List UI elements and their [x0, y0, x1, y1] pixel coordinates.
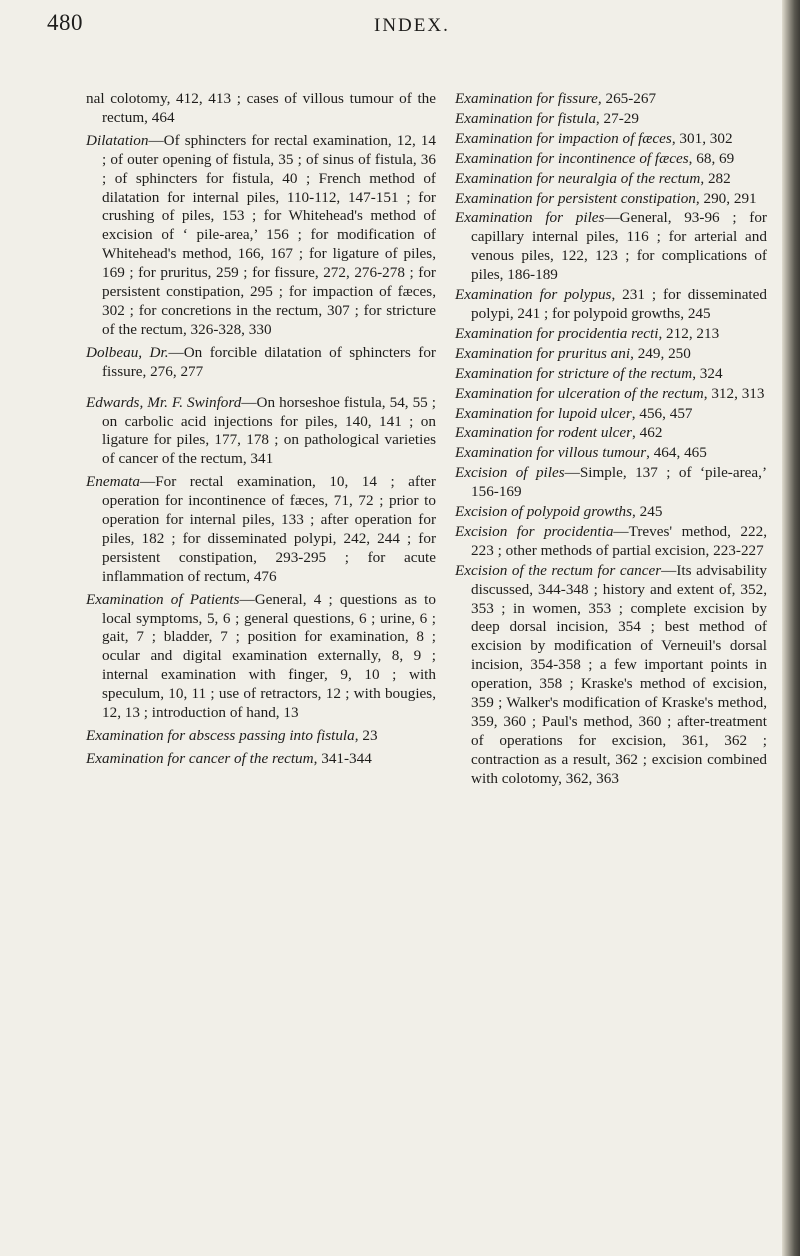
index-entry: [455, 523, 767, 561]
entry-heading: Dolbeau, Dr.: [86, 343, 169, 361]
index-entry: [86, 473, 436, 586]
entry-heading: Examination for polypus: [455, 286, 612, 304]
index-entry: [455, 150, 767, 169]
index-entry: [86, 132, 436, 340]
index-entry: [455, 286, 767, 324]
index-entry: [455, 385, 767, 404]
index-entry: [455, 365, 767, 384]
entry-text: , 282: [700, 169, 731, 187]
entry-heading: Enemata: [86, 473, 140, 491]
index-entry: [455, 345, 767, 364]
index-entry: [86, 90, 436, 128]
entry-text: —For rectal examination, 10, 14 ; after operation for incontinence of fæces, 71, 72 ; prior to operation for internal piles, 133 ; after operation for piles, 182 ; for disseminated polypi, 242, 244 ; for persistent constipation, 293-295 ; for acute inflammation of rectum, 476: [102, 473, 436, 585]
entry-heading: Excision of piles: [455, 464, 565, 482]
index-entry: [86, 591, 436, 723]
entry-heading: Examination for ulceration of the rectum: [455, 384, 704, 402]
entry-text: —General, 4 ; questions as to local symptoms, 5, 6 ; general questions, 6 ; urine, 6 ; gait, 7 ; bladder, 7 ; position for examination, 8 ; ocular and digital examination externally, 8, 9 ; internal examination with finger, 9, 10 ; with speculum, 10, 11 ; use of retractors, 12 ; with bougies, 12, 13 ; introduction of hand, 13: [102, 590, 436, 722]
entry-text: , 324: [692, 364, 723, 382]
index-entry: [455, 562, 767, 789]
entry-heading: Examination for villous tumour: [455, 444, 647, 462]
entry-heading: Examination for incontinence of fæces: [455, 149, 689, 167]
index-entry: [455, 444, 767, 463]
index-entry: [455, 130, 767, 149]
index-entry: [455, 325, 767, 344]
entry-text: , 245: [632, 503, 663, 521]
index-entry: [455, 424, 767, 443]
entry-text: , 249, 250: [630, 344, 691, 362]
entry-heading: Examination for lupoid ulcer: [455, 404, 632, 422]
entry-text: —Of sphincters for rectal examination, 12, 14 ; of outer opening of fistula, 35 ; of sinus of fistula, 36 ; of sphincters for fistula, 40 ; French method of dilatation for internal piles, 110-112, 147-151 ; for crushing of piles, 153 ; for Whitehead's method of excision of ‘ pile-area,’ 156 ; for modification of Whitehead's method, 166, 167 ; for ligature of piles, 169 ; for pruritus, 259 ; for fissure, 272, 276-278 ; for persistent constipation, 295 ; for impaction of fæces, 302 ; for concretions in the rectum, 307 ; for stricture of the rectum, 326-328, 330: [102, 131, 436, 338]
entry-text: , 464, 465: [646, 444, 707, 462]
entry-heading: Examination for fistula: [455, 109, 596, 127]
running-head: INDEX.: [374, 15, 450, 36]
entry-heading: Examination for impaction of fæces: [455, 129, 672, 147]
entry-heading: Examination of Patients: [86, 590, 240, 608]
index-entry: [86, 394, 436, 470]
entry-text: , 265-267: [597, 90, 657, 107]
entry-text: , 290, 291: [695, 189, 757, 207]
index-entry: [455, 90, 767, 109]
entry-text: —Treves' method, 222, 223 ; other methods of partial excision, 223-227: [471, 522, 767, 559]
entry-heading: Examination for persistent constipation: [455, 189, 696, 207]
entry-heading: Examination for procidentia recti: [455, 324, 659, 342]
index-entry: [455, 405, 767, 424]
entry-heading: Excision of the rectum for cancer: [455, 561, 662, 579]
entry-text: , 27-29: [595, 109, 639, 127]
entry-text: —On horseshoe fistula, 54, 55 ; on carbolic acid injections for piles, 140, 141 ; on ligature for piles, 177, 178 ; on pathological varieties of cancer of the rectum, 341: [102, 393, 436, 468]
entry-text: , 301, 302: [671, 129, 733, 147]
entry-heading: Excision of polypoid growths: [455, 503, 633, 521]
entry-heading: Examination for neuralgia of the rectum: [455, 169, 701, 187]
entry-text: , 23: [354, 727, 378, 744]
index-entry: [86, 727, 436, 746]
page-binding-edge: [782, 0, 800, 1256]
entry-text: —General, 93-96 ; for capillary internal piles, 116 ; for arterial and venous piles, 122, 123 ; for complications of piles, 186-189: [471, 209, 767, 284]
entry-heading: Examination for piles: [455, 209, 605, 227]
entry-text: , 456, 457: [631, 404, 693, 422]
entry-text: , 462: [632, 424, 663, 442]
entry-heading: Examination for stricture of the rectum: [455, 364, 693, 382]
index-entry: [455, 110, 767, 129]
entry-text: —Its advisability discussed, 344-348 ; history and extent of, 352, 353 ; in women, 353 ; complete excision by deep dorsal incision, 354 ; best method of excision by modification of Verneuil's dorsal incision, 354-358 ; a few important points in operation, 358 ; Kraske's method of excision, 359 ; Walker's modification of Kraske's method, 359, 360 ; Paul's method, 360 ; after-treatment of operations for excision, 361, 362 ; contraction as a result, 362 ; excision combined with colotomy, 362, 363: [471, 561, 767, 787]
index-entry: [455, 209, 767, 285]
entry-heading: Edwards, Mr. F. Swinford: [86, 393, 242, 411]
entry-heading: Excision for procidentia: [455, 522, 614, 540]
index-entry: [455, 170, 767, 189]
entry-heading: Examination for fissure: [455, 90, 598, 107]
right-column: [455, 90, 767, 790]
entry-text: , 68, 69: [688, 149, 735, 167]
entry-text: —Simple, 137 ; of ‘pile-area,’ 156-169: [471, 464, 768, 501]
entry-text: , 312, 313: [703, 384, 765, 402]
index-entry: [455, 190, 767, 209]
page-number: 480: [47, 10, 83, 35]
index-entry: [455, 503, 767, 522]
index-entry: [86, 750, 436, 769]
entry-text: nal colotomy, 412, 413 ; cases of villous tumour of the rectum, 464: [86, 90, 436, 126]
entry-heading: Dilatation: [86, 131, 149, 149]
entry-heading: Examination for pruritus ani: [455, 344, 631, 362]
index-entry: [86, 344, 436, 382]
entry-text: , 231 ; for disseminated polypi, 241 ; for polypoid growths, 245: [471, 286, 767, 322]
entry-text: , 212, 213: [658, 324, 720, 342]
entry-heading: Examination for cancer of the rectum: [86, 749, 314, 767]
entry-text: , 341-344: [313, 749, 372, 767]
entry-text: —On forcible dilatation of sphincters for fissure, 276, 277: [102, 343, 436, 380]
entry-heading: Examination for rodent ulcer: [455, 424, 633, 442]
index-entry: [455, 464, 767, 502]
left-column: [86, 90, 436, 773]
entry-heading: Examination for abscess passing into fistula: [86, 727, 355, 744]
